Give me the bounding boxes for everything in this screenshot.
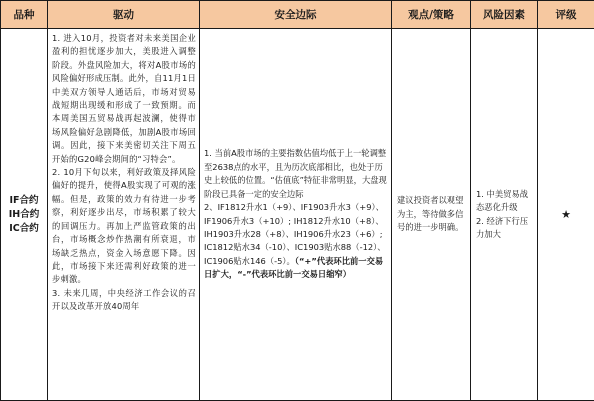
safety-valuation: 1. 当前A股市场的主要指数估值均低于上一轮调整至2638点的水平，且为历次底部相比，也处于历史上较低的位置。“估值底”特征非常明显，大盘现阶段已具备一定的安全边际: [204, 147, 387, 201]
product-cell: [1, 29, 48, 401]
safety-contracts: [204, 201, 387, 281]
risk-item-1: 1. 中美贸易战态恶化升级: [476, 188, 532, 215]
product-if: IF合约: [1, 194, 47, 208]
header-risk: 风险因素: [471, 1, 538, 29]
safety-note: （“+”代表环比前一交易日扩大，“-”代表环比前一交易日缩窄）: [204, 256, 383, 279]
view-cell: 建议投资者以观望为主，等待做多信号的进一步明确。: [392, 29, 471, 401]
header-rating: 评级: [538, 1, 594, 29]
risk-item-2: 2. 经济下行压力加大: [476, 215, 532, 242]
header-view: 观点/策略: [392, 1, 471, 29]
table-row: [1, 29, 594, 401]
drive-cell: [48, 29, 200, 401]
header-row: [1, 1, 594, 29]
drive-point-1: 1. 进入10月，投资者对未来美国企业盈利的担忧逐步加大，美股进入调整阶段。外盘风险加大，将对A股市场的风险偏好形成压制。此外，自11月1日中美双方领导人通话后，市场对贸易战短期出现缓和形成了一致预期。而本周美国五贸易战再起波澜，使得市场风险偏好急剧降低，加剧A股市场回调。因此，接下来美密切关注下周五开始的G20峰会期间的“习特会”。: [52, 32, 196, 166]
header-safety: 安全边际: [200, 1, 392, 29]
safety-contracts-text: 2、IF1812升水1（+9）、IF1903升水3（+9）、IF1906升水3（+10）; IH1812升水10（+8）、IH1903升水28（+8）、IH1906升水23（+6）; IC1812贴水34（-10）、IC1903贴水88（-12）、IC1906贴水146（-5）。: [204, 202, 386, 266]
safety-cell: [200, 29, 392, 401]
header-product: 品种: [1, 1, 48, 29]
risk-cell: [471, 29, 538, 401]
drive-point-2: 2. 10月下旬以来，利好政策及择风险偏好的提升，使得A股实现了可观的涨幅。但是，政策的效力有待进一步考察，利好逐步出尽，市场积累了较大的回调压力。再加上严监管政策的出台，市场概念炒作热潮有所衰退，市场缺乏热点，资金入场意愿下降。因此，市场接下来还需利好政策的进一步刺激。: [52, 166, 196, 287]
header-drive: 驱动: [48, 1, 200, 29]
drive-point-3: 3. 未来几周，中央经济工作会议的召开以及改革开放40周年: [52, 287, 196, 314]
product-ih: IH合约: [1, 208, 47, 222]
rating-star: ★: [538, 29, 594, 401]
product-ic: IC合约: [1, 222, 47, 236]
